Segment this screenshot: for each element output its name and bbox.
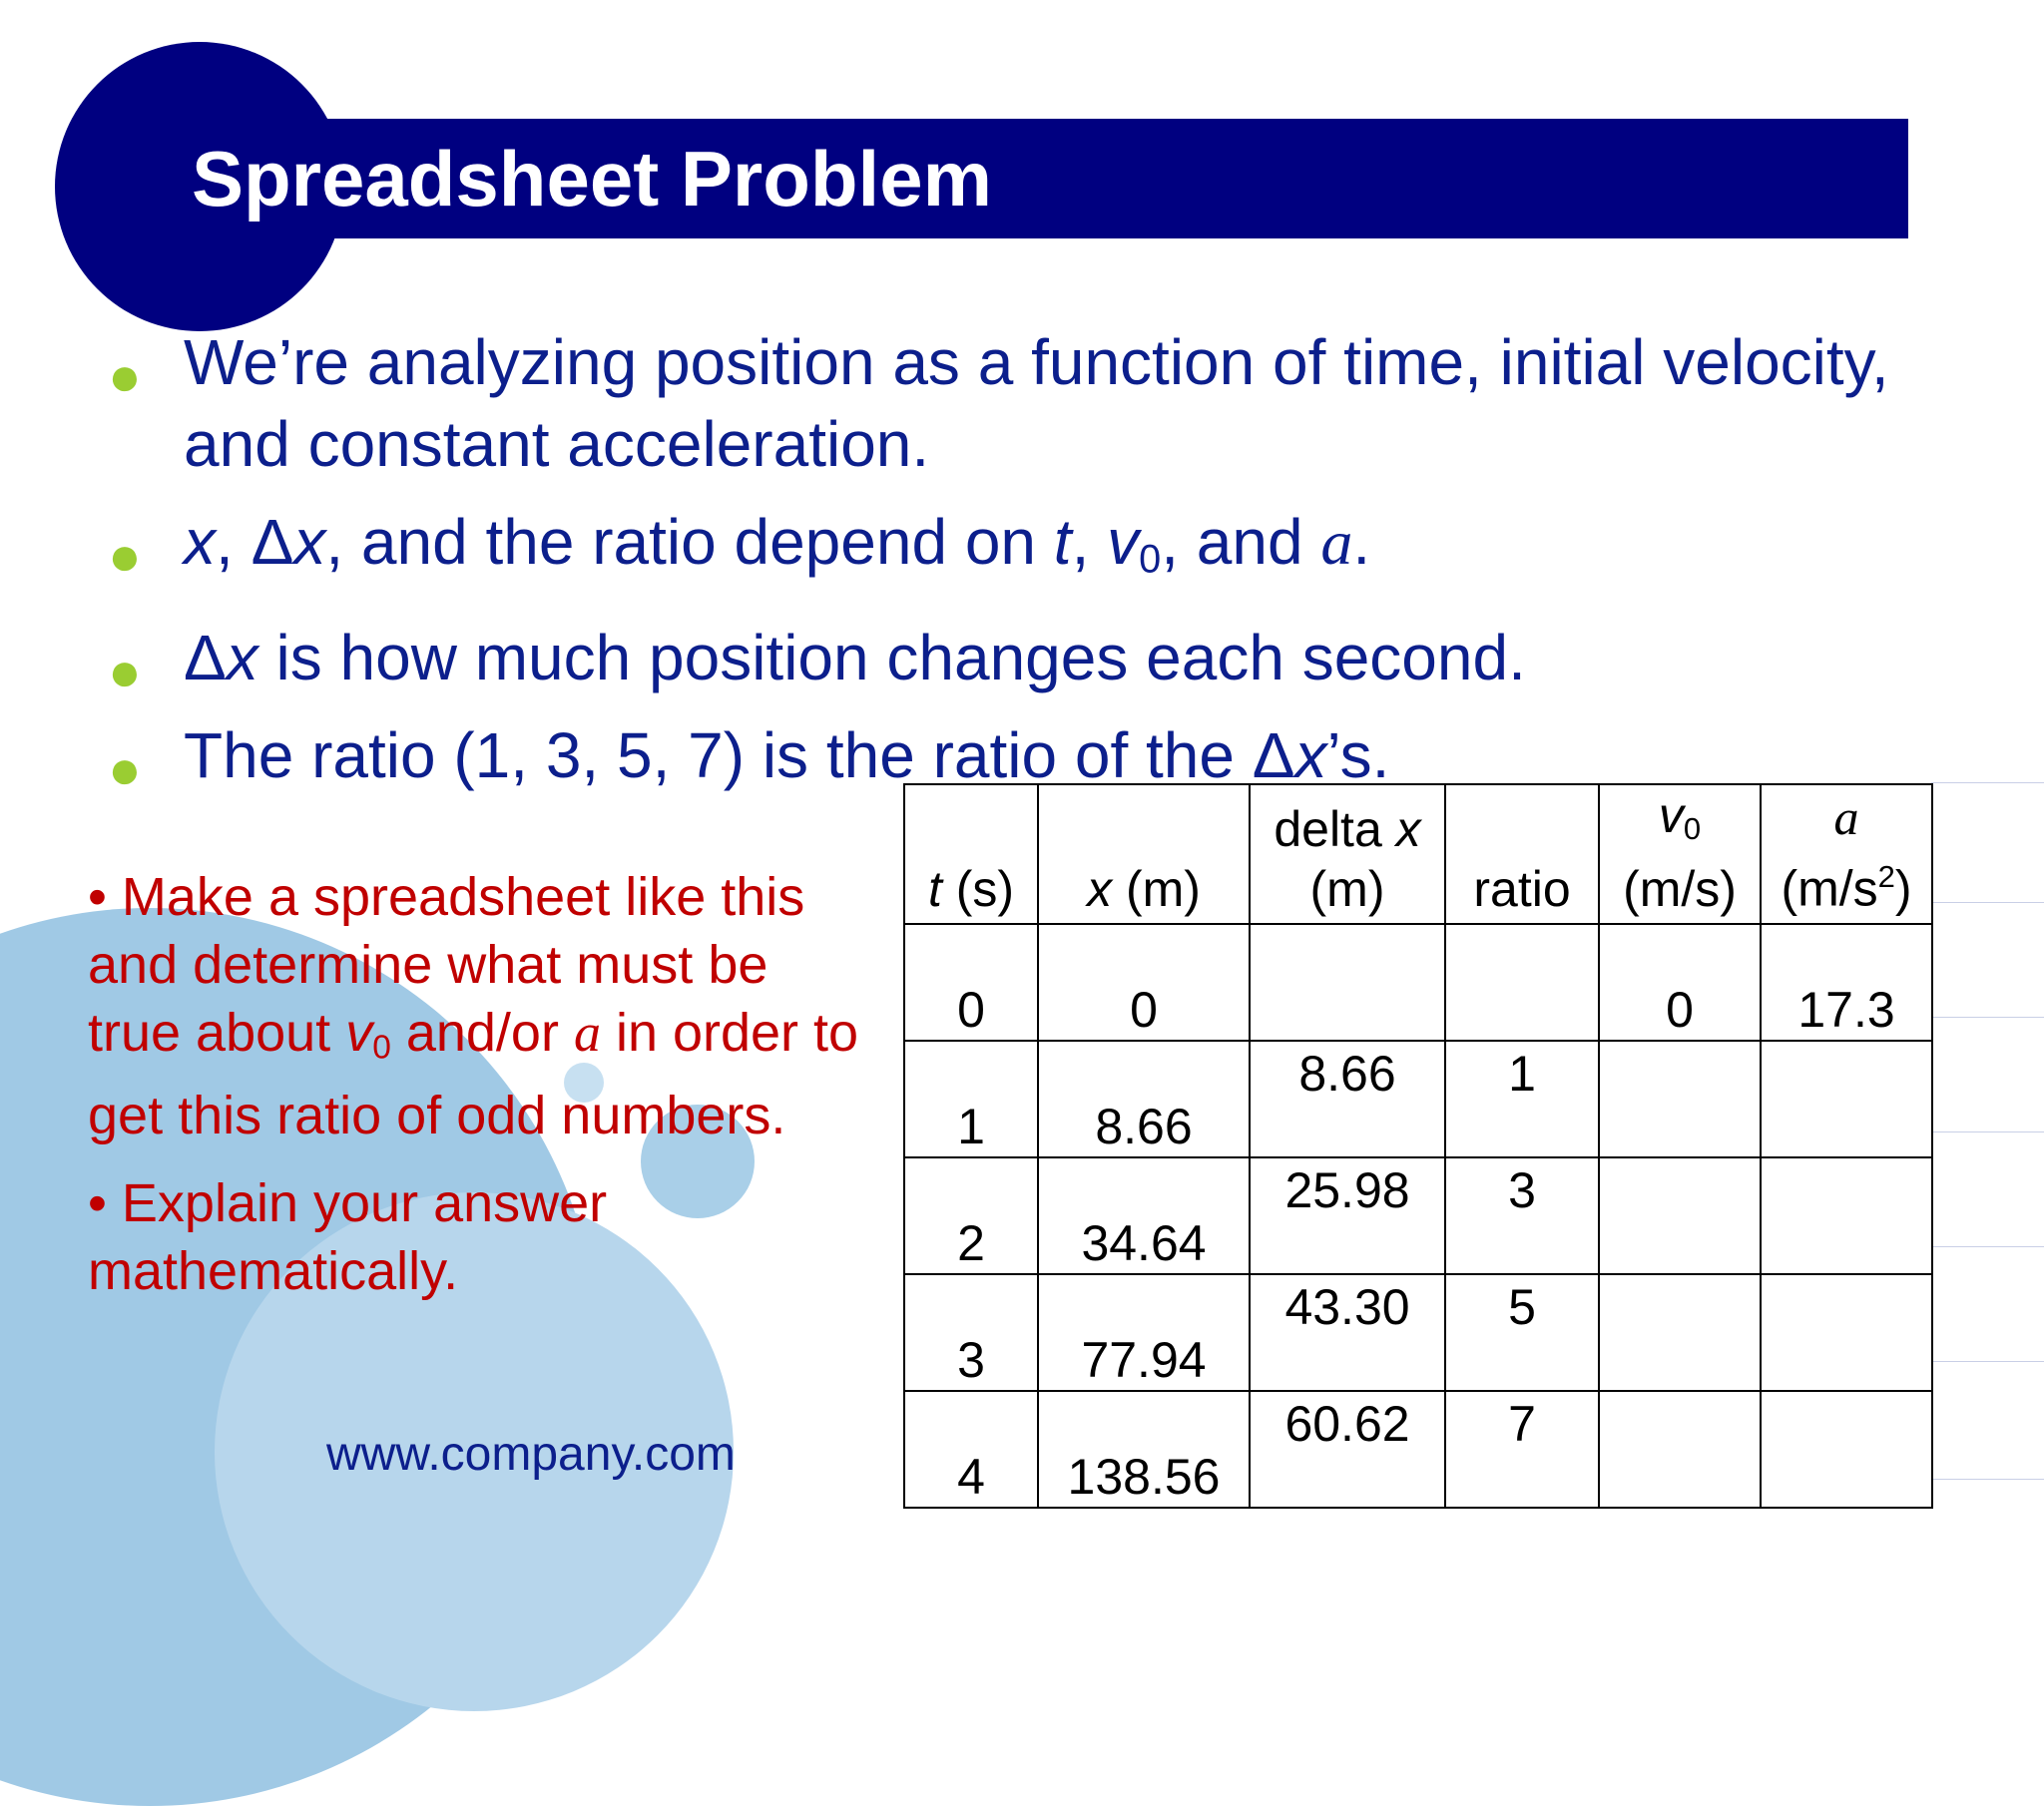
separator: , — [216, 506, 252, 578]
cell-t: 0 — [904, 924, 1038, 1041]
header-line — [1259, 799, 1436, 859]
period: . — [1352, 506, 1371, 578]
slide-title: Spreadsheet Problem — [192, 135, 992, 223]
footer-url: www.company.com — [326, 1428, 736, 1481]
var-a: a — [1320, 507, 1353, 578]
cell-x: 138.56 — [1038, 1391, 1250, 1508]
cell-t: 1 — [904, 1041, 1038, 1157]
header-var: t — [927, 860, 942, 917]
delta-symbol: Δ — [251, 506, 294, 578]
delta-symbol: Δ — [1252, 718, 1295, 791]
bullet-text: The ratio (1, 3, 5, 7) is the ratio of the — [184, 718, 1253, 791]
column-header-x — [1038, 784, 1250, 924]
cell-v0: 0 — [1599, 924, 1761, 1041]
header-unit: (m) — [1309, 860, 1385, 917]
bullet-dot-icon: ● — [108, 344, 142, 407]
bullet-text: We’re analyzing position as a function of time, initial velocity, and constant acceleration. — [184, 326, 1889, 480]
bullet-dot-icon: ● — [108, 736, 142, 800]
header-unit: (m/s) — [1623, 860, 1737, 917]
cell-a — [1761, 1274, 1932, 1391]
header-subscript: 0 — [1683, 810, 1702, 846]
header-var: a — [1833, 789, 1859, 846]
cell-delta-x: 25.98 — [1250, 1157, 1445, 1274]
bullet-text: , and the ratio depend on — [325, 506, 1054, 578]
header-unit: (s) — [941, 860, 1015, 917]
header-unit: (m) — [1112, 860, 1201, 917]
var-v: v — [1107, 506, 1140, 578]
spreadsheet-gridlines — [1931, 782, 2044, 1481]
cell-v0 — [1599, 1157, 1761, 1274]
bullet-dot-icon: ● — [108, 639, 142, 702]
var-x: x — [293, 506, 326, 578]
bullet-item-analysis — [104, 321, 1900, 485]
header-var: x — [1395, 800, 1421, 857]
var-x: x — [1294, 718, 1327, 791]
cell-ratio: 5 — [1445, 1274, 1599, 1391]
header-text: delta — [1274, 800, 1396, 857]
column-header-delta-x — [1250, 784, 1445, 924]
bullet-text: is how much position changes each second. — [257, 621, 1526, 693]
cell-t: 2 — [904, 1157, 1038, 1274]
table-header-row — [904, 784, 1932, 924]
var-t: t — [1053, 506, 1072, 578]
cell-x: 8.66 — [1038, 1041, 1250, 1157]
cell-delta-x: 8.66 — [1250, 1041, 1445, 1157]
cell-delta-x: 60.62 — [1250, 1391, 1445, 1508]
header-unit: ) — [1894, 860, 1912, 917]
table-row — [904, 1274, 1932, 1391]
bullet-item-dependencies — [104, 501, 1900, 601]
cell-ratio — [1445, 924, 1599, 1041]
header-line — [1608, 785, 1752, 859]
cell-t: 4 — [904, 1391, 1038, 1508]
cell-ratio: 1 — [1445, 1041, 1599, 1157]
var-x: x — [226, 621, 258, 693]
header-var: x — [1087, 860, 1113, 917]
header-superscript: 2 — [1877, 859, 1895, 895]
cell-a — [1761, 1041, 1932, 1157]
bullet-text: ’s. — [1326, 718, 1390, 791]
instruction-text: in order to get this ratio of odd numbers. — [88, 1003, 859, 1146]
table-row — [904, 924, 1932, 1041]
bullet-text: , and — [1161, 506, 1321, 578]
instruction-make-spreadsheet — [88, 863, 866, 1149]
spreadsheet-table — [903, 783, 1933, 1509]
cell-t: 3 — [904, 1274, 1038, 1391]
var-a: a — [573, 1003, 601, 1063]
cell-a: 17.3 — [1761, 924, 1932, 1041]
delta-symbol: Δ — [184, 621, 227, 693]
var-v-subscript: 0 — [372, 1029, 391, 1067]
cell-x: 77.94 — [1038, 1274, 1250, 1391]
instruction-explain: • Explain your answer mathematically. — [88, 1173, 608, 1302]
cell-x: 34.64 — [1038, 1157, 1250, 1274]
cell-ratio: 3 — [1445, 1157, 1599, 1274]
cell-ratio: 7 — [1445, 1391, 1599, 1508]
var-v-subscript: 0 — [1139, 537, 1162, 582]
table-row — [904, 1157, 1932, 1274]
header-var: v — [1658, 787, 1684, 843]
column-header-ratio: ratio — [1445, 784, 1599, 924]
separator: , — [1071, 506, 1108, 578]
bullet-item-delta-x — [104, 617, 1900, 702]
var-v: v — [345, 1003, 373, 1063]
var-x: x — [184, 506, 216, 578]
bullet-dot-icon: ● — [108, 524, 142, 587]
cell-a — [1761, 1157, 1932, 1274]
cell-v0 — [1599, 1391, 1761, 1508]
table-row — [904, 1041, 1932, 1157]
header-unit: (m/s — [1781, 860, 1878, 917]
instructions — [88, 863, 866, 1305]
instruction-text: • Make a spreadsheet like this and determine what must be true about — [88, 867, 805, 1063]
cell-v0 — [1599, 1274, 1761, 1391]
cell-x: 0 — [1038, 924, 1250, 1041]
cell-delta-x: 43.30 — [1250, 1274, 1445, 1391]
column-header-a — [1761, 784, 1932, 924]
cell-delta-x — [1250, 924, 1445, 1041]
instruction-text: and/or — [390, 1003, 574, 1063]
table-row — [904, 1391, 1932, 1508]
column-header-t — [904, 784, 1038, 924]
cell-v0 — [1599, 1041, 1761, 1157]
column-header-v0 — [1599, 784, 1761, 924]
cell-a — [1761, 1391, 1932, 1508]
bullet-list — [104, 321, 1900, 800]
